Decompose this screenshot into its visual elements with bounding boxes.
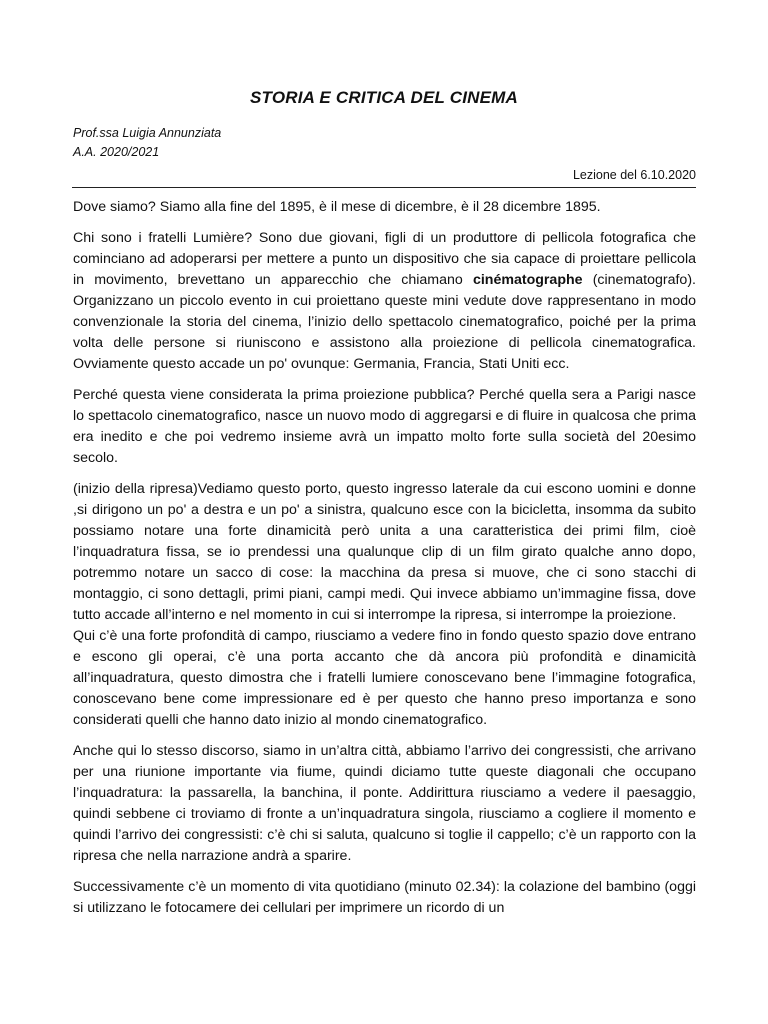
academic-year-line: A.A. 2020/2021 <box>73 145 160 159</box>
paragraph-2 <box>73 228 696 375</box>
paragraph-2-start: Chi sono i fratelli Lumière? Sono due giovani, figli di un produttore di pellicola fotografica che cominciano ad adoperarsi per mettere a punto un dispositivo che sia capace di proiettare pellicola in movimento, brevettano un apparecchio che chiamano <box>73 230 696 288</box>
document-title: STORIA E CRITICA DEL CINEMA <box>250 88 518 107</box>
paragraph-3: Perché questa viene considerata la prima proiezione pubblica? Perché quella sera a Parigi nasce lo spettacolo cinematografico, nasce un nuovo modo di aggregarsi e di fluire in qualcosa che prima era inedito e che poi vedremo insieme avrà un impatto molto forte sulla società del 20esimo secolo. <box>73 387 696 466</box>
paragraph-4: (inizio della ripresa)Vediamo questo porto, questo ingresso laterale da cui escono uomini e donne ,si dirigono un po' a destra e un po' a sinistra, qualcuno esce con la bicicletta, insomma da subito possiamo notare una forte dinamicità però unita a una caratteristica dei primi film, cioè l’inquadratura fissa, se io prendessi una qualunque clip di un film girato qualche anno dopo, potremmo notare un sacco di cose: la macchina da presa si muove, che ci sono stacchi di montaggio, ci sono dettagli, primi piani, campi medi. Qui invece abbiamo un’immagine fissa, dove tutto accade all’interno e nel momento in cui si interrompe la ripresa, si interrompe la proiezione. <box>73 481 696 623</box>
lesson-date: Lezione del 6.10.2020 <box>572 168 696 182</box>
paragraph-2-end: (cinematografo). Organizzano un piccolo evento in cui proiettano queste mini vedute dove rappresentano in modo convenzionale la storia del cinema, l’inizio dello spettacolo cinematografico, poiché per la prima volta delle persone si riuniscono e assistono alla proiezione di pellicola cinematografica. Ovviamente questo accade un po' ovunque: Germania, Francia, Stati Uniti ecc. <box>73 272 696 372</box>
paragraph-7: Successivamente c’è un momento di vita quotidiano (minuto 02.34): la colazione del bambino (oggi si utilizzano le fotocamere dei cellulari per imprimere un ricordo di un <box>73 879 696 916</box>
paragraph-6: Anche qui lo stesso discorso, siamo in un’altra città, abbiamo l’arrivo dei congressisti, che arrivano per una riunione importante via fiume, quindi diciamo tutte queste diagonali che occupano l’inquadratura: la passarella, la banchina, il ponte. Addirittura riusciamo a vedere il paesaggio, quindi sebbene ci troviamo di fronte a un’inquadratura singola, riusciamo a cogliere il momento e quindi l’arrivo dei congressisti: c’è chi si saluta, qualcuno si toglie il cappello; c’è un rapporto con la ripresa che nella narrazione andrà a sparire. <box>73 743 696 864</box>
document-body <box>73 197 696 929</box>
header-divider <box>72 187 696 188</box>
paragraph-1: Dove siamo? Siamo alla fine del 1895, è il mese di dicembre, è il 28 dicembre 1895. <box>73 199 601 215</box>
term-cinematographe: cinématographe <box>472 272 583 288</box>
paragraph-5: Qui c’è una forte profondità di campo, riusciamo a vedere fino in fondo questo spazio dove entrano e escono gli operai, c’è una porta accanto che dà ancora più profondità e dinamicità all’inquadratura, questo dimostra che i fratelli lumiere conoscevano bene l’immagine fotografica, conoscevano bene come impressionare ed è per questo che hanno preso importanza e sono considerati quelli che hanno dato inizio al mondo cinematografico. <box>73 628 696 728</box>
author-line: Prof.ssa Luigia Annunziata <box>73 126 222 140</box>
document-meta <box>73 124 221 162</box>
